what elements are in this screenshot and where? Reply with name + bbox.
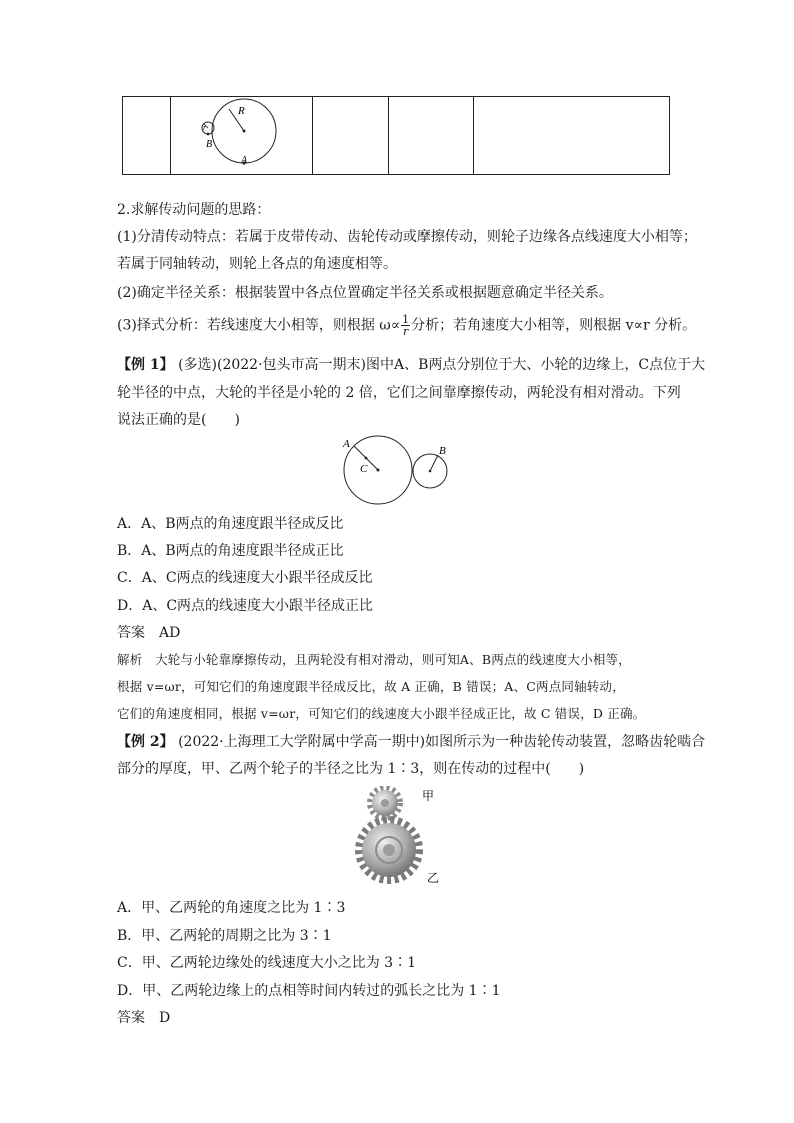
label-B: B bbox=[439, 445, 446, 457]
example2-line2: 部分的厚度，甲、乙两个轮子的半径之比为 1∶3，则在传动的过程中( ) bbox=[117, 761, 585, 777]
example2-option-b: B．甲、乙两轮的周期之比为 3∶1 bbox=[117, 928, 332, 944]
example1-analysis-line1: 解析 大轮与小轮靠摩擦传动，且两轮没有相对滑动，则可知A、B两点的线速度大小相等， bbox=[117, 652, 631, 667]
example2-option-d: D．甲、乙两轮边缘上的点相等时间内转过的弧长之比为 1∶1 bbox=[117, 983, 501, 999]
point-b-marker bbox=[207, 133, 210, 136]
example1-tag: 【例 1】 bbox=[117, 357, 174, 373]
example1-analysis-line2: 根据 v=ωr，可知它们的角速度跟半径成反比，故 A 正确，B 错误；A、C两点同轴转动， bbox=[117, 679, 625, 694]
example1-line3: 说法正确的是( ) bbox=[117, 412, 240, 428]
example2-option-c: C．甲、乙两轮边缘处的线速度大小之比为 3∶1 bbox=[117, 955, 416, 971]
point-c-marker bbox=[365, 457, 368, 460]
step3 bbox=[117, 314, 696, 337]
table-divider bbox=[473, 97, 474, 174]
label-jia: 甲 bbox=[422, 789, 435, 803]
step1-line2: 若属于同轴转动，则轮上各点的角速度相等。 bbox=[117, 256, 397, 272]
gear-train-figure bbox=[355, 786, 445, 896]
reference-table bbox=[122, 96, 670, 175]
gear-pair-figure bbox=[198, 97, 288, 175]
example2-answer: 答案 D bbox=[117, 1010, 171, 1026]
example1-text1: (多选)(2022·包头市高一期末)图中A、B两点分别位于大、小轮的边缘上，C点位于大 bbox=[173, 357, 706, 373]
label-yi: 乙 bbox=[427, 871, 440, 885]
step2: (2)确定半径关系：根据装置中各点位置确定半径关系或根据题意确定半径关系。 bbox=[117, 285, 613, 301]
step3-part2: 分析；若角速度大小相等，则根据 v∝r 分析。 bbox=[411, 317, 697, 334]
step3-part1: (3)择式分析：若线速度大小相等，则根据 ω∝ bbox=[117, 317, 401, 334]
step1-line1: (1)分清传动特点：若属于皮带传动、齿轮传动或摩擦传动，则轮子边缘各点线速度大小相等； bbox=[117, 229, 697, 245]
frac-denominator: r bbox=[403, 325, 409, 338]
table-divider bbox=[312, 97, 313, 174]
label-A: A bbox=[241, 155, 248, 166]
example1-option-b: B．A、B两点的角速度跟半径成正比 bbox=[117, 543, 344, 559]
label-A: A bbox=[343, 438, 350, 450]
frac-numerator: 1 bbox=[402, 313, 410, 326]
example1-line1 bbox=[117, 355, 705, 375]
example1-answer: 答案 AD bbox=[117, 625, 181, 641]
example2-text1: (2022·上海理工大学附属中学高一期中)如图所示为一种齿轮传动装置，忽略齿轮啮合 bbox=[173, 734, 706, 750]
example2-line1 bbox=[117, 732, 705, 752]
large-gear-icon bbox=[359, 820, 419, 880]
label-r: r bbox=[203, 123, 207, 132]
table-divider bbox=[388, 97, 389, 174]
friction-wheels-figure bbox=[338, 432, 458, 512]
table-divider bbox=[170, 97, 171, 174]
example2-option-a: A．甲、乙两轮的角速度之比为 1∶3 bbox=[117, 900, 346, 916]
example1-option-d: D．A、C两点的线速度大小跟半径成正比 bbox=[117, 598, 374, 614]
label-B: B bbox=[206, 139, 213, 150]
small-gear-icon bbox=[370, 788, 400, 818]
example1-line2: 轮半径的中点，大轮的半径是小轮的 2 倍，它们之间靠摩擦传动，两轮没有相对滑动。下列 bbox=[117, 385, 681, 401]
example1-analysis-line3: 它们的角速度相同，根据 v=ωr，可知它们的线速度大小跟半径成正比，故 C 错误，D 正确。 bbox=[117, 706, 646, 721]
example2-tag: 【例 2】 bbox=[117, 734, 174, 750]
example1-option-c: C．A、C两点的线速度大小跟半径成反比 bbox=[117, 570, 373, 586]
fraction-1-over-r bbox=[401, 314, 410, 337]
example1-option-a: A．A、B两点的角速度跟半径成反比 bbox=[117, 516, 344, 532]
label-R: R bbox=[238, 105, 245, 117]
label-C: C bbox=[360, 463, 368, 475]
section-heading: 2.求解传动问题的思路： bbox=[117, 202, 271, 218]
